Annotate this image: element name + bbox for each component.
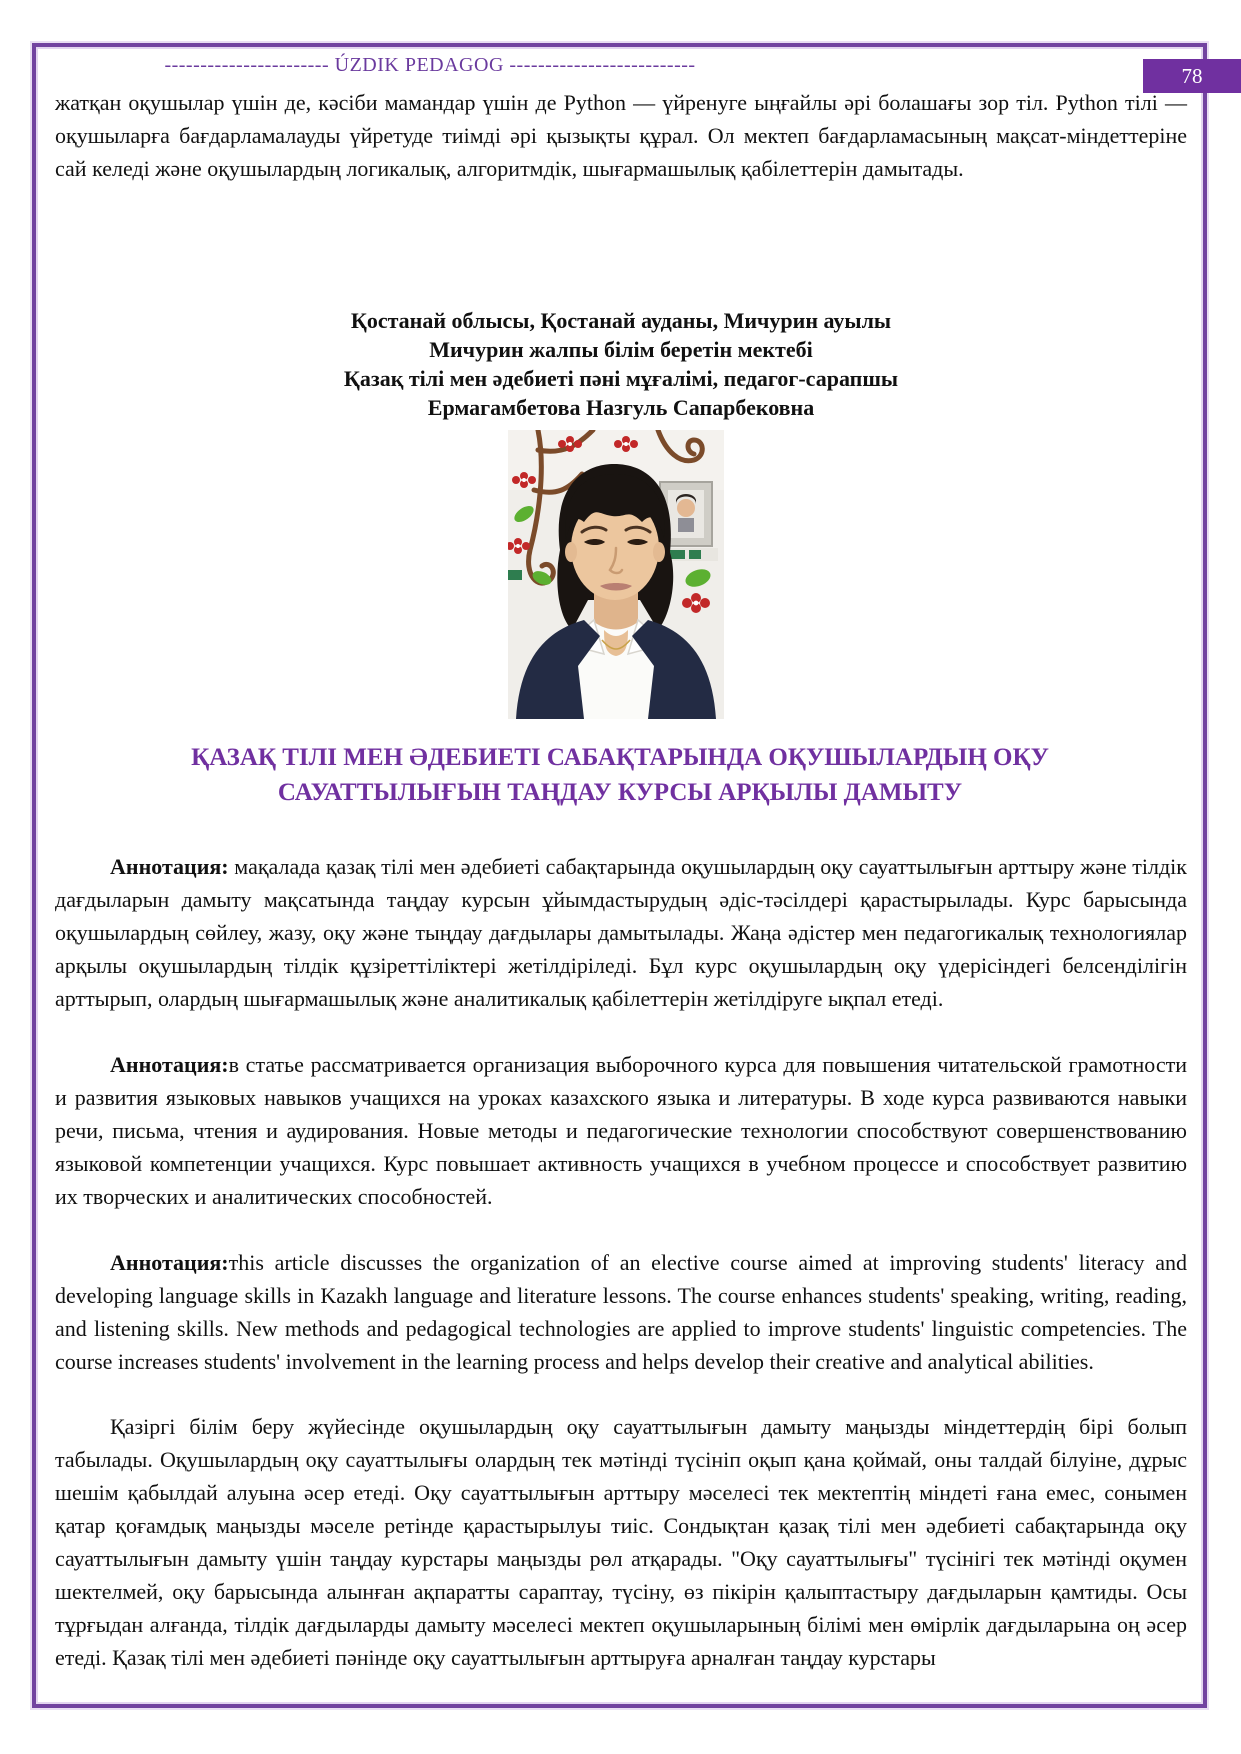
journal-header: ----------------------- ÚZDIK PEDAGOG --------------------------: [164, 54, 696, 76]
body-paragraph: Қазіргі білім беру жүйесінде оқушылардың оқу сауаттылығын дамыту маңызды міндеттердің бірі болып табылады. Оқушылардың оқу сауаттылығы олардың тек мәтінді түсініп оқып қана қоймай, оны талдай білуіне, дұрыс шешім қабылдай алуына әсер етеді. Оқу сауаттылығын арттыру мәселесі тек мектептің міндеті ғана емес, сонымен қатар қоғамдық маңызды мәселе ретінде қарастырылуы тиіс. Сондықтан қазақ тілі мен әдебиеті сабақтарында оқу сауаттылығын дамыту үшін таңдау курстары маңызды рөл атқарады. "Оқу сауаттылығы" түсінігі тек мәтінді оқумен шектелмей, оқу барысында алынған ақпаратты сараптау, түсіну, өз пікірін қалыптастыру дағдыларын қамтиды. Осы тұрғыдан алғанда, тілдік дағдыларды дамыту мәселесі мектеп оқушыларының білімі мен өмірлік дағдыларына оң әсер етеді. Қазақ тілі мен әдебиеті пәнінде оқу сауаттылығын арттыруға арналған таңдау курстары: [55, 1414, 1187, 1670]
annotation-english: [55, 1246, 1187, 1378]
author-position: Қазақ тілі мен әдебиеті пәні мұғалімі, педагог-сарапшы: [343, 366, 899, 391]
author-location: Қостанай облысы, Қостанай ауданы, Мичурин ауылы: [350, 308, 892, 333]
annotation-kazakh: [55, 850, 1187, 1015]
article-title: ҚАЗАҚ ТІЛІ МЕН ӘДЕБИЕТІ САБАҚТАРЫНДА ОҚУШЫЛАРДЫҢ ОҚУ САУАТТЫЛЫҒЫН ТАҢДАУ КУРСЫ АРҚЫЛЫ ДАМЫТУ: [191, 744, 1049, 806]
teacher-photo: [508, 430, 724, 719]
author-block: [55, 306, 1187, 422]
annotation-text: тhis article discusses the organization of an elective course aimed at improving students' literacy and developing language skills in Kazakh language and literature lessons. The course enhances students' speaking, writing, reading, and listening skills. New methods and pedagogical technologies are applied to improve students' linguistic competencies. The course increases students' involvement in the learning process and helps develop their creative and analytical abilities.: [55, 1250, 1187, 1374]
author-school: Мичурин жалпы білім беретін мектебі: [429, 337, 813, 362]
annotation-text: в статье рассматривается организация выборочного курса для повышения читательской грамотности и развития языковых навыков учащихся на уроках казахского языка и литературы. В ходе курса развиваются навыки речи, письма, чтения и аудирования. Новые методы и педагогические технологии способствуют совершенствованию языковой компетенции учащихся. Курс повышает активность учащихся в учебном процессе и способствует развитию их творческих и аналитических способностей.: [55, 1052, 1187, 1209]
annotation-text: мақалада қазақ тілі мен әдебиеті сабақтарында оқушылардың оқу сауаттылығын арттыру және тілдік дағдыларын дамыту мақсатында таңдау курсын ұйымдастырудың әдіс-тәсілдері қарастырылады. Курс барысында оқушылардың сөйлеу, жазу, оқу және тыңдау дағдылары дамытылады. Жаңа әдістер мен педагогикалық технологиялар арқылы оқушылардың тілдік құзіреттіліктері жетілдіріледі. Бұл курс оқушылардың оқу үдерісіндегі белсенділігін арттырып, олардың шығармашылық және аналитикалық қабілеттерін жетілдіруге ықпал етеді.: [55, 854, 1187, 1011]
intro-paragraph: жатқан оқушылар үшін де, кәсіби мамандар үшін де Python — үйренуге ыңғайлы әрі болашағы зор тіл. Python тілі — оқушыларға бағдарламалауды үйретуде тиімді әрі қызықты құрал. Ол мектеп бағдарламасының мақсат-міндеттеріне сай келеді және оқушылардың логикалық, алгоритмдік, шығармашылық қабілеттерін дамытады.: [55, 90, 1187, 181]
annotation-label: Аннотация:: [110, 1052, 229, 1077]
annotation-label: Аннотация:: [110, 854, 229, 879]
annotation-russian: [55, 1048, 1187, 1213]
author-name: Ермагамбетова Назгуль Сапарбековна: [427, 395, 815, 420]
page-number: 78: [1181, 63, 1203, 88]
teacher-portrait-illustration: [508, 430, 724, 719]
annotation-label: Аннотация:: [110, 1250, 229, 1275]
